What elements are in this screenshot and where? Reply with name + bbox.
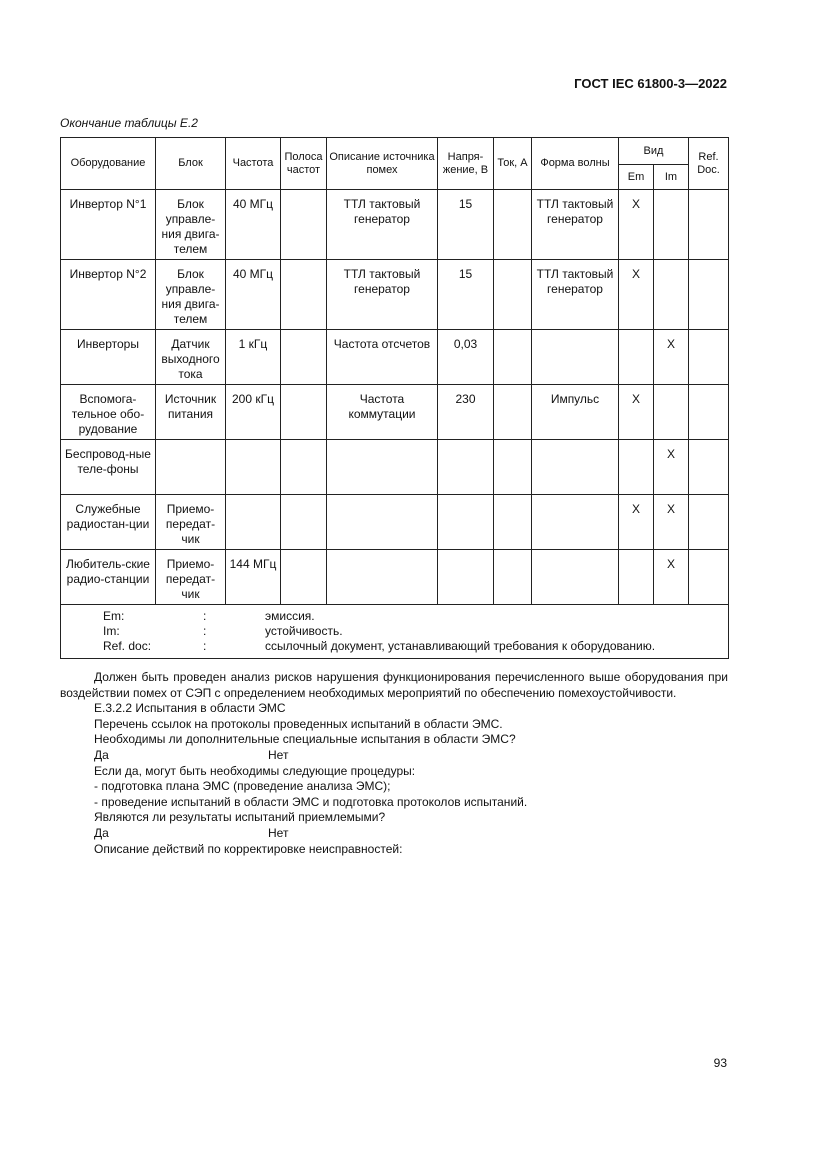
question-additional-tests: Необходимы ли дополнительные специальные испытания в области ЭМС?	[94, 732, 516, 747]
col-header-block: Блок	[156, 138, 226, 190]
body-text	[60, 670, 728, 857]
col-header-bandwidth: Полоса частот	[281, 138, 327, 190]
cell-frequency: 144 МГц	[226, 550, 281, 605]
cell-bandwidth	[281, 550, 327, 605]
col-header-source-desc: Описание источника помех	[327, 138, 438, 190]
cell-source-desc: ТТЛ тактовый генератор	[327, 260, 438, 330]
cell-bandwidth	[281, 495, 327, 550]
cell-voltage	[438, 550, 494, 605]
cell-im	[654, 190, 689, 260]
paragraph-corrective-actions: Описание действий по корректировке неисправностей:	[94, 841, 403, 856]
col-header-frequency: Частота	[226, 138, 281, 190]
col-header-waveform: Форма волны	[532, 138, 619, 190]
cell-equipment: Вспомога-тельное обо-рудование	[61, 385, 156, 440]
cell-bandwidth	[281, 385, 327, 440]
cell-voltage: 15	[438, 260, 494, 330]
cell-ref	[689, 190, 729, 260]
col-header-im: Im	[654, 165, 689, 190]
cell-current	[494, 190, 532, 260]
cell-current	[494, 330, 532, 385]
cell-voltage: 15	[438, 190, 494, 260]
cell-block: Блок управле-ния двига-телем	[156, 260, 226, 330]
legend-abbr: Ref. doc:	[103, 639, 152, 653]
legend-text: эмиссия.	[265, 609, 315, 623]
answer-no: Нет	[268, 825, 289, 840]
col-header-current: Ток, А	[494, 138, 532, 190]
cell-frequency: 40 МГц	[226, 260, 281, 330]
table-row	[61, 260, 729, 330]
cell-equipment: Любитель-ские радио-станции	[61, 550, 156, 605]
cell-equipment: Беспровод-ные теле-фоны	[61, 440, 156, 495]
cell-em: X	[619, 495, 654, 550]
legend-sep: :	[203, 639, 207, 653]
table-legend	[61, 605, 729, 659]
cell-frequency: 200 кГц	[226, 385, 281, 440]
cell-equipment: Инверторы	[61, 330, 156, 385]
cell-bandwidth	[281, 260, 327, 330]
table-row	[61, 440, 729, 495]
yes-no-answer	[60, 748, 728, 764]
cell-ref	[689, 495, 729, 550]
document-standard-code: ГОСТ IEC 61800-3—2022	[574, 76, 727, 91]
cell-waveform	[532, 330, 619, 385]
col-header-em: Em	[619, 165, 654, 190]
cell-ref	[689, 260, 729, 330]
cell-block: Датчик выходного тока	[156, 330, 226, 385]
cell-current	[494, 260, 532, 330]
cell-source-desc: Частота коммутации	[327, 385, 438, 440]
cell-current	[494, 550, 532, 605]
cell-waveform	[532, 550, 619, 605]
table-row	[61, 330, 729, 385]
table-row	[61, 385, 729, 440]
cell-im	[654, 385, 689, 440]
cell-im: X	[654, 440, 689, 495]
page-number: 93	[713, 1056, 727, 1070]
table-row	[61, 495, 729, 550]
cell-equipment: Служебные радиостан-ции	[61, 495, 156, 550]
cell-waveform: Импульс	[532, 385, 619, 440]
cell-voltage: 230	[438, 385, 494, 440]
cell-source-desc	[327, 550, 438, 605]
cell-em: X	[619, 260, 654, 330]
cell-source-desc: Частота отсчетов	[327, 330, 438, 385]
cell-im: X	[654, 495, 689, 550]
col-header-ref: Ref. Doc.	[689, 138, 729, 190]
cell-voltage	[438, 495, 494, 550]
cell-waveform: ТТЛ тактовый генератор	[532, 190, 619, 260]
answer-yes: Да	[94, 825, 109, 840]
legend-text: устойчивость.	[265, 624, 343, 638]
cell-waveform	[532, 495, 619, 550]
legend-sep: :	[203, 624, 207, 638]
cell-frequency	[226, 440, 281, 495]
cell-waveform	[532, 440, 619, 495]
equipment-table	[60, 137, 729, 659]
legend-row	[61, 639, 728, 654]
cell-im: X	[654, 330, 689, 385]
cell-source-desc: ТТЛ тактовый генератор	[327, 190, 438, 260]
cell-bandwidth	[281, 440, 327, 495]
cell-em	[619, 550, 654, 605]
cell-ref	[689, 440, 729, 495]
col-header-view: Вид	[619, 138, 689, 165]
cell-frequency: 1 кГц	[226, 330, 281, 385]
cell-em	[619, 440, 654, 495]
cell-ref	[689, 385, 729, 440]
paragraph-risk-analysis: Должен быть проведен анализ рисков нарушения функционирования перечисленного выше оборудования при воздействии помех от СЭП с определением необходимых мероприятий по обеспечению помехоустойчивости.	[60, 670, 728, 700]
cell-voltage: 0,03	[438, 330, 494, 385]
legend-row	[61, 624, 728, 639]
legend-row	[61, 609, 728, 624]
legend-abbr: Em:	[103, 609, 125, 623]
table-row	[61, 550, 729, 605]
cell-em: X	[619, 190, 654, 260]
question-results-acceptable: Являются ли результаты испытаний приемлемыми?	[94, 810, 386, 825]
legend-abbr: Im:	[103, 624, 120, 638]
cell-em: X	[619, 385, 654, 440]
cell-source-desc	[327, 495, 438, 550]
cell-equipment: Инвертор N°1	[61, 190, 156, 260]
cell-bandwidth	[281, 330, 327, 385]
cell-waveform: ТТЛ тактовый генератор	[532, 260, 619, 330]
table-caption: Окончание таблицы Е.2	[60, 116, 198, 130]
cell-current	[494, 440, 532, 495]
answer-yes: Да	[94, 747, 109, 762]
cell-block: Приемо-передат-чик	[156, 495, 226, 550]
cell-frequency	[226, 495, 281, 550]
cell-bandwidth	[281, 190, 327, 260]
cell-im	[654, 260, 689, 330]
col-header-equipment: Оборудование	[61, 138, 156, 190]
paragraph-procedures: Если да, могут быть необходимы следующие процедуры:	[94, 763, 416, 778]
cell-block: Источник питания	[156, 385, 226, 440]
section-heading: Е.3.2.2 Испытания в области ЭМС	[94, 701, 286, 716]
col-header-voltage: Напря-жение, В	[438, 138, 494, 190]
cell-block	[156, 440, 226, 495]
cell-im: X	[654, 550, 689, 605]
cell-block: Приемо-передат-чик	[156, 550, 226, 605]
cell-voltage	[438, 440, 494, 495]
list-item: - проведение испытаний в области ЭМС и подготовка протоколов испытаний.	[94, 794, 528, 809]
cell-em	[619, 330, 654, 385]
paragraph-protocol-list: Перечень ссылок на протоколы проведенных испытаний в области ЭМС.	[94, 716, 503, 731]
legend-sep: :	[203, 609, 207, 623]
cell-source-desc	[327, 440, 438, 495]
legend-text: ссылочный документ, устанавливающий требования к оборудованию.	[265, 639, 656, 653]
answer-no: Нет	[268, 747, 289, 762]
cell-current	[494, 495, 532, 550]
list-item: - подготовка плана ЭМС (проведение анализа ЭМС);	[94, 779, 391, 794]
cell-ref	[689, 330, 729, 385]
cell-block: Блок управле-ния двига-телем	[156, 190, 226, 260]
cell-frequency: 40 МГц	[226, 190, 281, 260]
cell-ref	[689, 550, 729, 605]
table-row	[61, 190, 729, 260]
cell-current	[494, 385, 532, 440]
cell-equipment: Инвертор N°2	[61, 260, 156, 330]
yes-no-answer	[60, 826, 728, 842]
